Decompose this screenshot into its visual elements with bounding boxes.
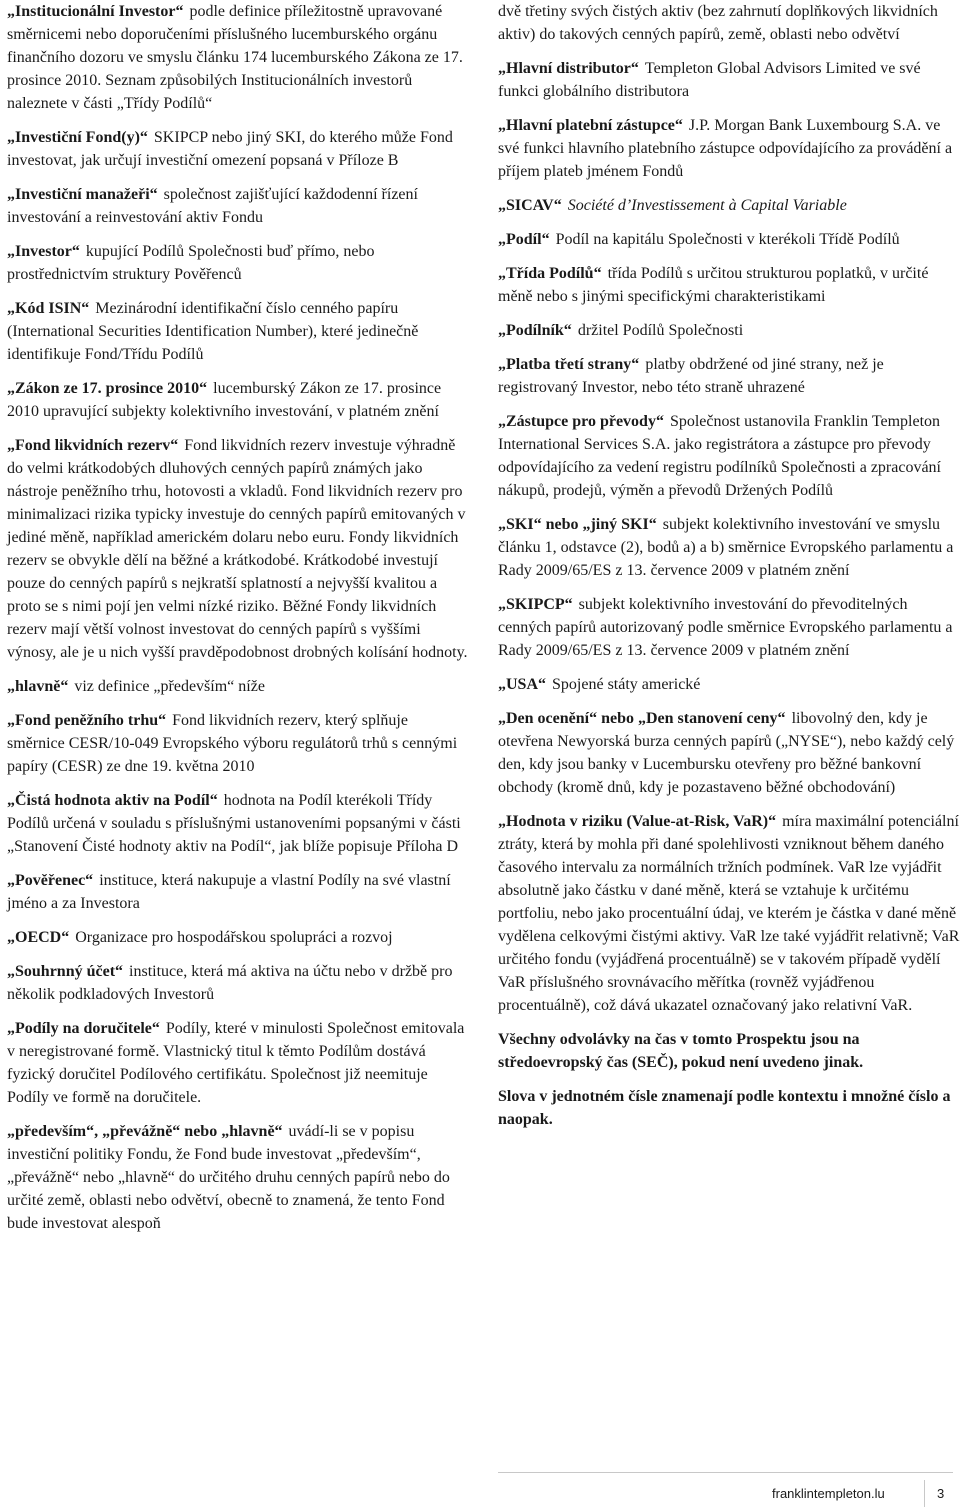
definition-term: „Podíl“ xyxy=(498,231,550,248)
definition-text: instituce, která má aktiva na účtu nebo v držbě pro několik podkladových Investorů xyxy=(7,963,453,1003)
definition-entry xyxy=(498,114,960,183)
definition-term: „Investor“ xyxy=(7,243,80,260)
definition-term: „Hodnota v riziku (Value-at-Risk, VaR)“ xyxy=(498,813,777,830)
note-plural: Slova v jednotném čísle znamenají podle kontextu i množné číslo a naopak. xyxy=(498,1088,951,1128)
definition-text: uvádí-li se v popisu investiční politiky Fondu, že Fond bude investovat „především“, „převážně“ nebo „hlavně“ do určitého druhu cenných papírů nebo do určité země, oblasti nebo odvětví, obecně to znamená, že tento Fond bude investovat alespoň xyxy=(7,1123,450,1232)
definition-entry xyxy=(7,377,469,423)
definition-text: Fond likvidních rezerv, který splňuje směrnice CESR/10-049 Evropského výboru regulátorů trhů s cennými papíry (CESR) ze dne 19. května 2010 xyxy=(7,712,458,775)
definition-term: „Podíly na doručitele“ xyxy=(7,1020,160,1037)
note-time: Všechny odvolávky na čas v tomto Prospektu jsou na středoevropský čas (SEČ), pokud není uvedeno jinak. xyxy=(498,1031,864,1071)
definition-term: „Fond likvidních rezerv“ xyxy=(7,437,179,454)
definition-term: „Hlavní platební zástupce“ xyxy=(498,117,683,134)
definition-text: instituce, která nakupuje a vlastní Podíly na své vlastní jméno a za Investora xyxy=(7,872,451,912)
definition-term: „USA“ xyxy=(498,676,547,693)
definition-entry xyxy=(498,0,960,46)
definition-text: libovolný den, kdy je otevřena Newyorská burza cenných papírů („NYSE“), nebo každý celý den, kdy jsou banky v Lucembursku otevřeny pro běžné bankovní obchody (kromě dnů, kdy je pozastaveno běžné obchodování) xyxy=(498,710,955,796)
definition-entry xyxy=(498,353,960,399)
definition-text: Mezinárodní identifikační číslo cenného papíru (International Securities Identification Number), které jedinečně identifikuje Fond/Třídu Podílů xyxy=(7,300,419,363)
definition-text: Podíly, které v minulosti Společnost emitovala v neregistrované formě. Vlastnický titul k těmto Podílům dostává fyzický doručitel Podílového certifikátu. Společnost již neemituje Podíly ve formě na doručitele. xyxy=(7,1020,465,1106)
definition-entry xyxy=(7,297,469,366)
definition-text: společnost zajišťující každodenní řízení investování a reinvestování aktiv Fondu xyxy=(7,186,418,226)
definition-term: „OECD“ xyxy=(7,929,70,946)
definition-entry xyxy=(498,228,960,251)
definition-text: SKIPCP nebo jiný SKI, do kterého může Fond investovat, jak určují investiční omezení popsaná v Příloze B xyxy=(7,129,453,169)
definition-text: podle definice příležitostně upravované směrnicemi nebo doporučeními příslušného lucemburského orgánu finančního dozoru ve smyslu článku 174 lucemburského Zákona ze 17. prosince 2010. Seznam způsobilých Institucionálních investorů naleznete v části „Třídy Podílů“ xyxy=(7,3,463,112)
definition-text: J.P. Morgan Bank Luxembourg S.A. ve své funkci hlavního platebního zástupce odpovídajícího za provádění a příjem plateb jménem Fondů xyxy=(498,117,953,180)
definition-entry xyxy=(498,319,960,342)
definition-text: Société d’Investissement à Capital Variable xyxy=(567,197,847,214)
left-column xyxy=(7,0,469,1246)
definition-term: „Institucionální Investor“ xyxy=(7,3,184,20)
definition-text: držitel Podílů Společnosti xyxy=(577,322,744,339)
definition-text: lucemburský Zákon ze 17. prosince 2010 upravující subjekty kolektivního investování, v platném znění xyxy=(7,380,442,420)
definition-text: třída Podílů s určitou strukturou poplatků, v určité měně nebo s jinými specifickými charakteristikami xyxy=(498,265,929,305)
definition-entry xyxy=(7,675,469,698)
definition-entry xyxy=(498,262,960,308)
definition-term: „Platba třetí strany“ xyxy=(498,356,640,373)
definition-term: „Čistá hodnota aktiv na Podíl“ xyxy=(7,792,218,809)
definition-entry xyxy=(7,869,469,915)
definition-term: „Investiční manažeři“ xyxy=(7,186,158,203)
definition-entry xyxy=(7,789,469,858)
definition-term: „SKIPCP“ xyxy=(498,596,573,613)
definition-text: Organizace pro hospodářskou spolupráci a rozvoj xyxy=(75,929,393,946)
definition-entry xyxy=(7,709,469,778)
definition-entry xyxy=(498,810,960,1017)
definition-text: Templeton Global Advisors Limited ve své funkci globálního distributora xyxy=(498,60,921,100)
definition-entry xyxy=(7,926,469,949)
definition-text: hodnota na Podíl kterékoli Třídy Podílů určená v souladu s příslušnými ustanoveními popsanými v části „Stanovení Čisté hodnoty aktiv na Podíl“, jak blíže popisuje Příloha D xyxy=(7,792,461,855)
definition-term: „Den ocenění“ nebo „Den stanovení ceny“ xyxy=(498,710,786,727)
footer-website[interactable]: franklintempleton.lu xyxy=(772,1486,885,1501)
definition-entry xyxy=(7,1017,469,1109)
definition-term: „Pověřenec“ xyxy=(7,872,94,889)
definition-entry xyxy=(7,183,469,229)
definition-entry xyxy=(7,434,469,664)
definition-term: „Fond peněžního trhu“ xyxy=(7,712,167,729)
definition-text: subjekt kolektivního investování ve smyslu článku 1, odstavce (2), bodů a) a b) směrnice Evropského parlamentu a Rady 2009/65/ES z 13. července 2009 v platném znění xyxy=(498,516,954,579)
definition-term: „SKI“ nebo „jiný SKI“ xyxy=(498,516,657,533)
definition-entry xyxy=(498,673,960,696)
definition-text: platby obdržené od jiné strany, než je registrovaný Investor, nebo této straně uhrazené xyxy=(498,356,884,396)
definition-entry xyxy=(498,593,960,662)
definition-term: „SICAV“ xyxy=(498,197,562,214)
definition-term: „Podílník“ xyxy=(498,322,572,339)
definition-text: Spojené státy americké xyxy=(552,676,701,693)
definition-text: Společnost ustanovila Franklin Templeton International Services S.A. jako registrátora a zástupce pro převody odpovídajícího za vedení registru podílníků Společnosti a zpracování nákupů, prodejů, výměn a převodů Držených Podílů xyxy=(498,413,941,499)
definition-term: „Třída Podílů“ xyxy=(498,265,602,282)
definition-term: „Hlavní distributor“ xyxy=(498,60,639,77)
definition-text: Fond likvidních rezerv investuje výhradně do velmi krátkodobých dluhových cenných papírů známých jako nástroje peněžního trhu, hotovosti a vkladů. Fond likvidních rezerv pro minimalizaci rizika typicky investuje do cenných papírů emitovaných v jediné měně, například americkém dolaru nebo euru. Fondy likvidních rezerv se obvykle dělí na běžné a krátkodobé. Krátkodobé investují pouze do cenných papírů s nejkratší splatností a nejvyšší kvalitou a proto se s nimi pojí jen velmi nízké riziko. Běžné Fondy likvidních rezerv mají větší volnost investovat do cenných papírů s vyššími výnosy, ale je u nich vyšší pravděpodobnost drobných kolísání hodnoty. xyxy=(7,437,468,661)
definition-text: subjekt kolektivního investování do převoditelných cenných papírů autorizovaný podle směrnice Evropského parlamentu a Rady 2009/65/ES z 13. července 2009 v platném znění xyxy=(498,596,953,659)
definition-text: viz definice „především“ níže xyxy=(74,678,265,695)
definition-entry xyxy=(7,126,469,172)
definition-entry xyxy=(7,0,469,115)
definition-text: Podíl na kapitálu Společnosti v kterékoli Třídě Podílů xyxy=(555,231,900,248)
definition-term: „Zástupce pro převody“ xyxy=(498,413,664,430)
definition-entry xyxy=(7,1120,469,1235)
definition-entry xyxy=(7,960,469,1006)
definition-text: dvě třetiny svých čistých aktiv (bez zahrnutí doplňkových likvidních aktiv) do takových cenných papírů, země, oblasti nebo odvětví xyxy=(498,3,938,43)
definition-text: míra maximální potenciální ztráty, která by mohla při dané spolehlivosti vzniknout během daného časového intervalu za normálních tržních podmínek. VaR lze vyjádřit absolutně jako částku v dané měně, která se vztahuje k určitému portfoliu, nebo jako procentuální údaj, ve kterém je částka v dané měně vydělena celkovými čistými aktivy. VaR lze také vyjádřit relativně; VaR určitého fondu (vyjádřená procentuálně) se v takovém případě vydělí VaR příslušného srovnávacího měřítka (rovněž vyjádřenou procentuálně), což dává ukazatel označovaný jako relativní VaR. xyxy=(498,813,960,1014)
definition-entry xyxy=(498,707,960,799)
definition-term: „hlavně“ xyxy=(7,678,69,695)
definition-term: „Investiční Fond(y)“ xyxy=(7,129,148,146)
footer-divider xyxy=(498,1472,953,1473)
definition-entry xyxy=(498,513,960,582)
definition-term: „především“, „převážně“ nebo „hlavně“ xyxy=(7,1123,283,1140)
right-entries xyxy=(498,0,960,1017)
page-number: 3 xyxy=(937,1486,945,1501)
definition-term: „Zákon ze 17. prosince 2010“ xyxy=(7,380,208,397)
definition-entry xyxy=(7,240,469,286)
definition-text: kupující Podílů Společnosti buď přímo, nebo prostřednictvím struktury Pověřenců xyxy=(7,243,375,283)
right-column xyxy=(498,0,960,1142)
definition-entry xyxy=(498,410,960,502)
definition-entry xyxy=(498,57,960,103)
definition-entry xyxy=(498,194,960,217)
definition-term: „Kód ISIN“ xyxy=(7,300,90,317)
footer-separator xyxy=(924,1480,925,1507)
definition-term: „Souhrnný účet“ xyxy=(7,963,124,980)
